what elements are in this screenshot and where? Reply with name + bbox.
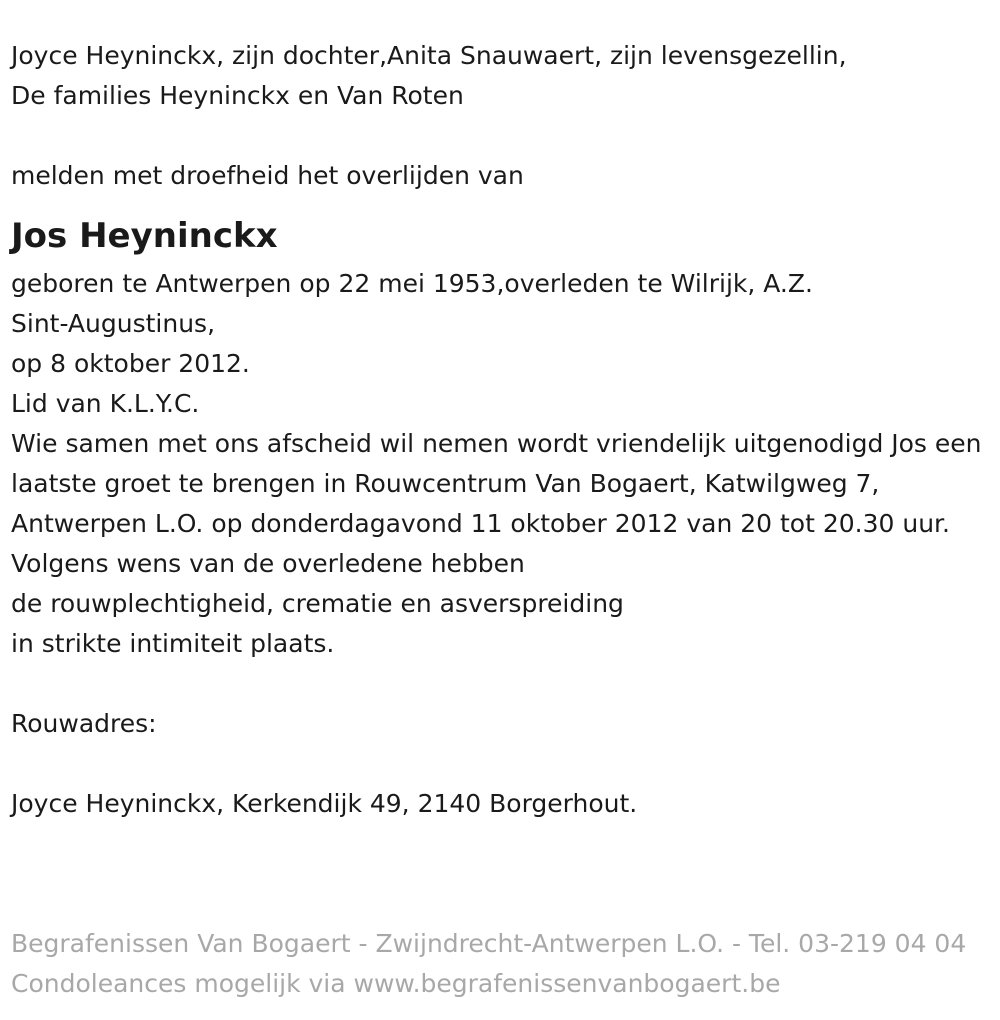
membership-line: Lid van K.L.Y.C. — [11, 389, 200, 418]
wishes-line-3: in strikte intimiteit plaats. — [11, 629, 335, 658]
spacer — [11, 744, 991, 784]
spacer — [11, 664, 991, 704]
farewell-invitation: Wie samen met ons afscheid wil nemen wordt vriendelijk uitgenodigd Jos een laatste groet te brengen in Rouwcentrum Van Bogaert, Katwilgweg 7, Antwerpen L.O. op donderdagavond 11 oktober 2012 van 20 tot 20.30 uur. — [11, 429, 982, 538]
mourning-address-label: Rouwadres: — [11, 709, 157, 738]
birth-death-line: geboren te Antwerpen op 22 mei 1953,overleden te Wilrijk, A.Z. — [11, 269, 813, 298]
intro-line-1: Joyce Heyninckx, zijn dochter,Anita Snauwaert, zijn levensgezellin, — [11, 41, 847, 70]
mourning-address-value: Joyce Heyninckx, Kerkendijk 49, 2140 Borgerhout. — [11, 789, 638, 818]
wishes-line-2: de rouwplechtigheid, crematie en asverspreiding — [11, 589, 624, 618]
announcement-text: melden met droefheid het overlijden van — [11, 161, 524, 190]
spacer — [11, 116, 991, 156]
hospital-line: Sint-Augustinus, — [11, 309, 216, 338]
death-date-line: op 8 oktober 2012. — [11, 349, 250, 378]
deceased-name: Jos Heyninckx — [11, 216, 278, 256]
funeral-home-footer: Begrafenissen Van Bogaert - Zwijndrecht-Antwerpen L.O. - Tel. 03-219 04 04 Condoleances mogelijk via www.begrafenissenvanbogaert.be — [11, 929, 967, 998]
wishes-line-1: Volgens wens van de overledene hebben — [11, 549, 525, 578]
death-notice — [11, 36, 991, 824]
intro-line-2: De families Heyninckx en Van Roten — [11, 81, 464, 110]
